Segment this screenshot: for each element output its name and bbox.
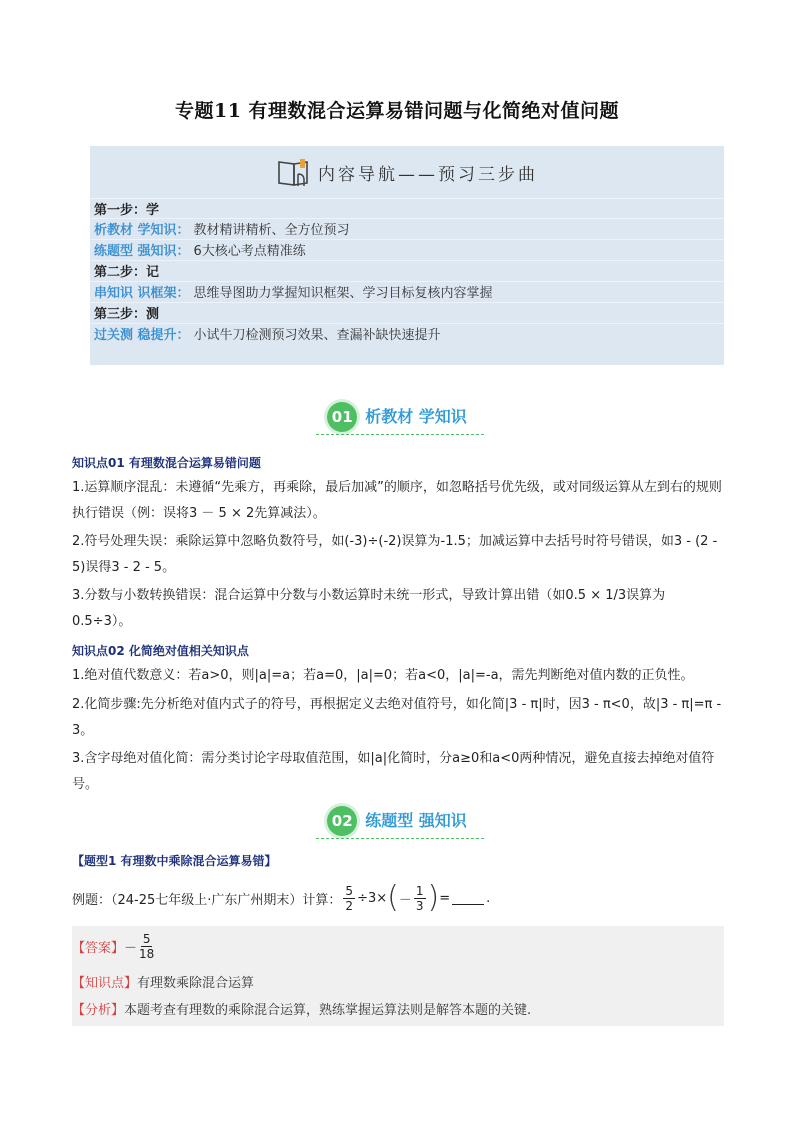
answer-label: 【答案】 — [72, 940, 125, 956]
paragraph: 1.绝对值代数意义：若a>0，则|a|=a；若a=0，|a|=0；若a<0，|a|=-a，需先判断绝对值内数的正负性。 — [72, 668, 694, 683]
analysis-label: 【分析】 — [72, 1002, 125, 1018]
knowledge-label: 【知识点】 — [72, 975, 138, 991]
nav-row — [90, 260, 724, 280]
nav-row — [90, 218, 724, 238]
section-header-2 — [0, 806, 794, 836]
answer-blank — [452, 891, 484, 905]
section-underline — [316, 434, 484, 435]
denominator: 2 — [345, 898, 354, 913]
nav-row — [90, 281, 724, 301]
nav-text: 6大核心考点精准练 — [193, 244, 306, 259]
analysis-text: 本题考查有理数的乘除混合运算，熟练掌握运算法则是解答本题的关键. — [124, 1002, 532, 1018]
numerator: 1 — [415, 883, 424, 898]
nav-text: 小试牛刀检测预习效果、查漏补缺快速提升 — [193, 328, 441, 343]
nav-step: 第三步：测 — [94, 307, 160, 322]
minus-sign: － — [398, 892, 412, 908]
nav-row — [90, 198, 724, 218]
answer-box — [72, 926, 724, 1026]
operator: ÷3× — [357, 890, 388, 906]
nav-step: 第一步：学 — [94, 203, 160, 218]
book-pointer-icon — [276, 156, 314, 188]
period: . — [486, 890, 491, 906]
section-header-1 — [0, 402, 794, 432]
paragraph: 3.分数与小数转换错误：混合运算中分数与小数运算时未统一形式，导致计算出错（如0.5 × 1/3误算为0.5÷3）。 — [72, 588, 666, 629]
nav-text: 教材精讲精析、全方位预习 — [193, 223, 350, 238]
analysis-row — [72, 997, 724, 1019]
paragraph: 3.含字母绝对值化简：需分类讨论字母取值范围，如|a|化简时，分a≥0和a<0两种情况，避免直接去掉绝对值符号。 — [72, 751, 715, 792]
nav-text: 思维导图助力掌握知识框架、学习目标复核内容掌握 — [193, 286, 493, 301]
nav-key: 过关测 稳提升： — [94, 328, 190, 343]
section-title: 练题型 强知识 — [365, 811, 467, 830]
numerator: 5 — [345, 883, 354, 898]
nav-row — [90, 302, 724, 322]
fraction — [414, 884, 426, 913]
right-paren: ) — [427, 880, 440, 915]
left-paren: ( — [387, 880, 399, 915]
fraction — [343, 884, 355, 913]
answer-fraction — [139, 932, 154, 961]
nav-row — [90, 239, 724, 259]
denominator: 18 — [139, 946, 155, 961]
nav-key: 析教材 学知识： — [94, 223, 190, 238]
section-underline — [316, 838, 484, 839]
answer-row — [72, 926, 724, 966]
nav-key: 串知识 识框架： — [94, 286, 190, 301]
example-prefix: 例题：（24-25七年级上·广东广州期末）计算： — [72, 892, 342, 908]
section-number-badge: 02 — [327, 806, 357, 836]
knowledge-point-title: 知识点01 有理数混合运算易错问题 — [72, 456, 261, 470]
nav-heading — [90, 146, 724, 198]
nav-row — [90, 323, 724, 343]
question-type-title: 【题型1 有理数中乘除混合运算易错】 — [72, 854, 277, 868]
equals-sign: = — [439, 890, 451, 906]
paragraph: 2.符号处理失误：乘除运算中忽略负数符号，如(-3)÷(-2)误算为-1.5；加减运算中去括号时符号错误，如3 - (2 - 5)误得3 - 2 - 5。 — [72, 534, 718, 575]
nav-step: 第二步：记 — [94, 265, 160, 280]
nav-title: 内容导航——预习三步曲 — [318, 164, 538, 185]
paragraph: 2.化简步骤:先分析绝对值内式子的符号，再根据定义去绝对值符号，如化简|3 - π|时，因3 - π<0，故|3 - π|=π - 3。 — [72, 697, 722, 738]
knowledge-row — [72, 970, 724, 992]
numerator: 5 — [142, 931, 151, 946]
section-number-badge: 01 — [327, 402, 357, 432]
denominator: 3 — [415, 898, 424, 913]
section-title: 析教材 学知识 — [365, 407, 467, 426]
knowledge-text: 有理数乘除混合运算 — [137, 975, 255, 991]
answer-sign: － — [124, 940, 138, 956]
content-navigation-box — [90, 146, 724, 365]
knowledge-point-title: 知识点02 化简绝对值相关知识点 — [72, 644, 249, 658]
example-question — [72, 878, 490, 918]
paragraph: 1.运算顺序混乱：未遵循“先乘方，再乘除，最后加减”的顺序，如忽略括号优先级，或对同级运算从左到右的规则执行错误（例：误将3 － 5 × 2先算减法）。 — [72, 480, 722, 521]
page-title: 专题11 有理数混合运算易错问题与化简绝对值问题 — [174, 100, 620, 122]
nav-key: 练题型 强知识： — [94, 244, 190, 259]
